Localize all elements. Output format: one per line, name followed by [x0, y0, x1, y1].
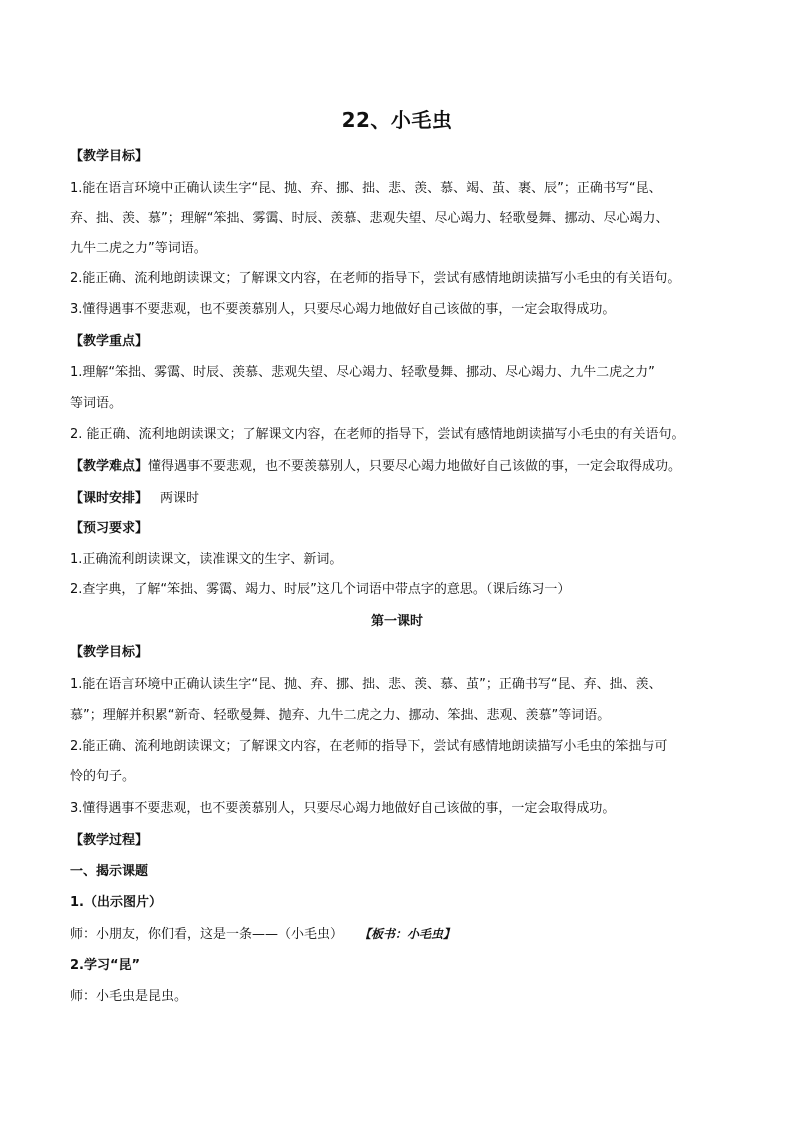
goal-line-3: 九牛二虎之力”等词语。: [70, 241, 207, 256]
goal2-line-3: 2.能正确、流利地朗读课文；了解课文内容，在老师的指导下，尝试有感情地朗读描写小毛虫的笨拙与可: [70, 739, 668, 754]
heading-key-points: 【教学重点】: [70, 334, 149, 349]
key-line-1: 1.理解“笨拙、雾霭、时辰、羡慕、悲观失望、尽心竭力、轻歌曼舞、挪动、尽心竭力、九牛二虎之力”: [70, 365, 655, 380]
teacher-line-2: 师：小毛虫是昆虫。: [70, 989, 188, 1004]
board-note: 【板书：小毛虫】: [365, 927, 456, 941]
goal2-line-1: 1.能在语言环境中正确认读生字“昆、抛、弃、挪、拙、悲、羡、慕、茧”；正确书写“昆、弃、拙、羡、: [70, 677, 662, 692]
preview-line-2: 2.查字典，了解“笨拙、雾霭、竭力、时辰”这几个词语中带点字的意思。（课后练习一）: [70, 582, 571, 597]
goal-line-2: 弃、拙、羡、慕”；理解“笨拙、雾霭、时辰、羡慕、悲观失望、尽心竭力、轻歌曼舞、挪动、尽心竭力、: [70, 211, 669, 226]
difficulty-row: [70, 458, 740, 476]
difficulty-text: 懂得遇事不要悲观，也不要羡慕别人，只要尽心竭力地做好自己该做的事，一定会取得成功。: [148, 459, 682, 474]
schedule-text: 两课时: [160, 491, 200, 506]
goal2-line-2: 慕”；理解并积累“新奇、轻歌曼舞、抛弃、九牛二虎之力、挪动、笨拙、悲观、羡慕”等词语。: [70, 708, 611, 723]
teacher-line-1: [70, 925, 740, 944]
difficulty-label: 【教学难点】: [70, 459, 149, 474]
page-title: 22、小毛虫: [341, 108, 453, 132]
schedule-row: [70, 490, 740, 508]
goal2-line-4: 怜的句子。: [70, 769, 136, 784]
heading-teaching-goals-2: 【教学目标】: [70, 645, 149, 660]
step-learn-kun: 2.学习“昆”: [70, 958, 141, 973]
goal-line-5: 3.懂得遇事不要悲观，也不要羡慕别人，只要尽心竭力地做好自己该做的事，一定会取得成功。: [70, 302, 616, 317]
goal-line-1: 1.能在语言环境中正确认读生字“昆、抛、弃、挪、拙、悲、羡、慕、竭、茧、裹、辰”；正确书写“昆、: [70, 181, 662, 196]
goal-line-4: 2.能正确、流利地朗读课文；了解课文内容，在老师的指导下，尝试有感情地朗读描写小毛虫的有关语句。: [70, 271, 681, 286]
key-line-2: 等词语。: [70, 396, 123, 411]
goal2-line-5: 3.懂得遇事不要悲观，也不要羡慕别人，只要尽心竭力地做好自己该做的事，一定会取得成功。: [70, 801, 616, 816]
heading-preview: 【预习要求】: [70, 521, 149, 536]
section-reveal-topic: 一、揭示课题: [70, 864, 149, 879]
teacher-line-1-text: 师：小朋友，你们看，这是一条——（小毛虫）: [70, 927, 344, 942]
heading-teaching-goals: 【教学目标】: [70, 149, 149, 164]
heading-teaching-process: 【教学过程】: [70, 833, 149, 848]
lesson-1-heading: 第一课时: [370, 614, 423, 629]
key-line-3: 2. 能正确、流利地朗读课文；了解课文内容，在老师的指导下，尝试有感情地朗读描写小毛虫的有关语句。: [70, 427, 685, 442]
preview-line-1: 1.正确流利朗读课文，读准课文的生字、新词。: [70, 552, 343, 567]
schedule-label: 【课时安排】: [70, 491, 149, 506]
step-show-picture: 1.（出示图片）: [70, 895, 162, 910]
